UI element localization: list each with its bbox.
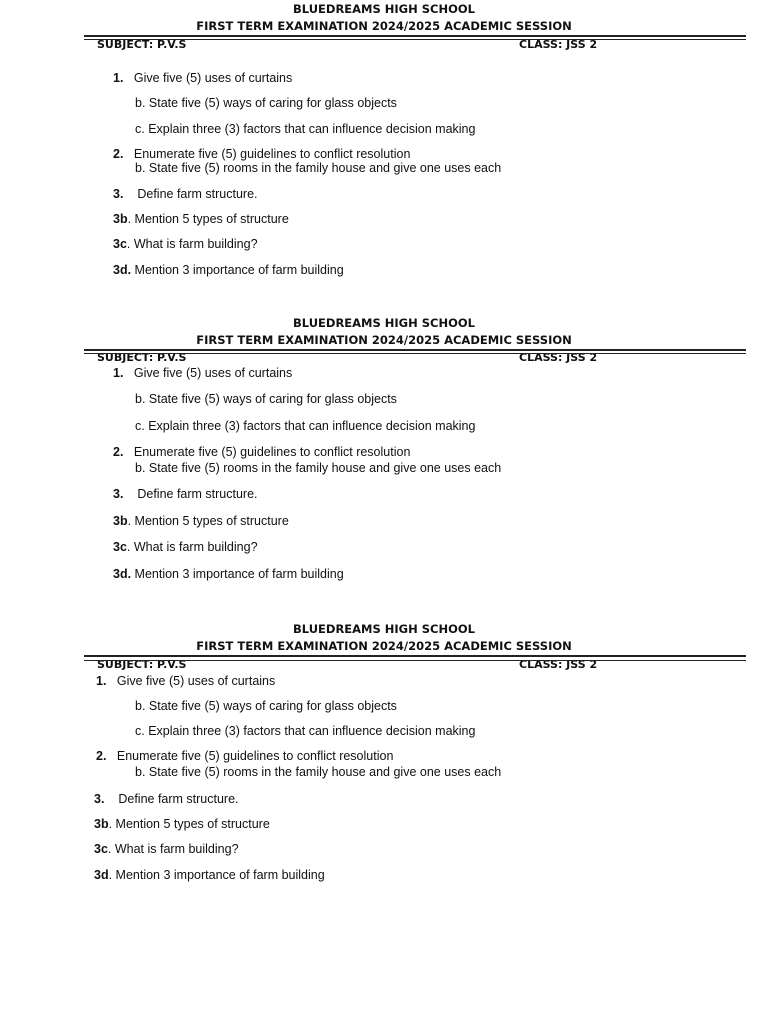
header-rule-2 [84,660,746,661]
question-number: 2. [96,749,107,763]
question-1 [113,366,292,381]
class-label: CLASS: JSS 2 [519,351,598,364]
question-number: 3. [113,187,124,201]
header-rule-2 [84,39,746,40]
question-number: 3. [113,487,124,501]
question-text: . Mention 3 importance of farm building [108,868,325,882]
question-3 [113,187,258,202]
question-number: 3d. [113,263,132,277]
question-number: 3c [113,237,127,251]
question-1 [96,674,275,689]
question-number: 3b [113,212,128,226]
question-text: Give five (5) uses of curtains [116,674,276,688]
question-number: 1. [113,366,124,380]
question-text: Give five (5) uses of curtains [133,366,293,380]
question-3b [113,514,289,529]
exam-title: FIRST TERM EXAMINATION 2024/2025 ACADEMIC SESSION [196,333,572,347]
question-3c [113,540,258,555]
question-text: . Mention 5 types of structure [127,514,289,528]
question-number: 3b [94,817,109,831]
question-number: 3d [94,868,109,882]
question-1b: b. State five (5) ways of caring for glass objects [135,699,397,713]
question-text: . Mention 5 types of structure [127,212,289,226]
question-2b: b. State five (5) rooms in the family house and give one uses each [135,461,502,475]
question-text: Give five (5) uses of curtains [133,71,293,85]
question-number: 3d. [113,567,132,581]
question-number: 3. [94,792,105,806]
question-number: 3c [113,540,127,554]
question-text: . What is farm building? [126,540,258,554]
question-2 [113,147,410,162]
subject-label: SUBJECT: P.V.S [97,351,187,364]
question-1 [113,71,292,86]
class-label: CLASS: JSS 2 [519,658,598,671]
question-1c: c. Explain three (3) factors that can influence decision making [135,724,476,738]
question-3b [113,212,289,227]
question-2 [113,445,410,460]
school-name: BLUEDREAMS HIGH SCHOOL [293,622,475,636]
question-number: 2. [113,147,124,161]
header-rule [84,655,746,657]
question-text: Enumerate five (5) guidelines to conflict resolution [133,445,411,459]
subject-label: SUBJECT: P.V.S [97,658,187,671]
question-1c: c. Explain three (3) factors that can influence decision making [135,122,476,136]
question-2b: b. State five (5) rooms in the family house and give one uses each [135,161,502,175]
question-3c [113,237,258,252]
question-text: . What is farm building? [126,237,258,251]
subject-label: SUBJECT: P.V.S [97,38,187,51]
school-name: BLUEDREAMS HIGH SCHOOL [293,2,475,16]
question-text: Enumerate five (5) guidelines to conflict resolution [116,749,394,763]
question-text: Define farm structure. [118,792,239,806]
question-3c [94,842,239,857]
question-number: 3c [94,842,108,856]
question-3 [94,792,239,807]
question-text: Mention 3 importance of farm building [131,567,344,581]
question-3d [94,868,325,883]
school-name: BLUEDREAMS HIGH SCHOOL [293,316,475,330]
question-number: 1. [113,71,124,85]
question-text: Define farm structure. [137,187,258,201]
question-3 [113,487,258,502]
question-text: . What is farm building? [107,842,239,856]
question-number: 2. [113,445,124,459]
question-1b: b. State five (5) ways of caring for glass objects [135,392,397,406]
question-3b [94,817,270,832]
question-text: Define farm structure. [137,487,258,501]
question-2 [96,749,393,764]
question-1b: b. State five (5) ways of caring for glass objects [135,96,397,110]
question-text: . Mention 5 types of structure [108,817,270,831]
exam-title: FIRST TERM EXAMINATION 2024/2025 ACADEMIC SESSION [196,19,572,33]
question-1c: c. Explain three (3) factors that can influence decision making [135,419,476,433]
question-2b: b. State five (5) rooms in the family house and give one uses each [135,765,502,779]
exam-title: FIRST TERM EXAMINATION 2024/2025 ACADEMIC SESSION [196,639,572,653]
class-label: CLASS: JSS 2 [519,38,598,51]
header-rule-2 [84,353,746,354]
question-number: 3b [113,514,128,528]
header-rule [84,35,746,37]
question-3d [113,263,344,278]
question-3d [113,567,344,582]
question-text: Mention 3 importance of farm building [131,263,344,277]
question-text: Enumerate five (5) guidelines to conflict resolution [133,147,411,161]
question-number: 1. [96,674,107,688]
